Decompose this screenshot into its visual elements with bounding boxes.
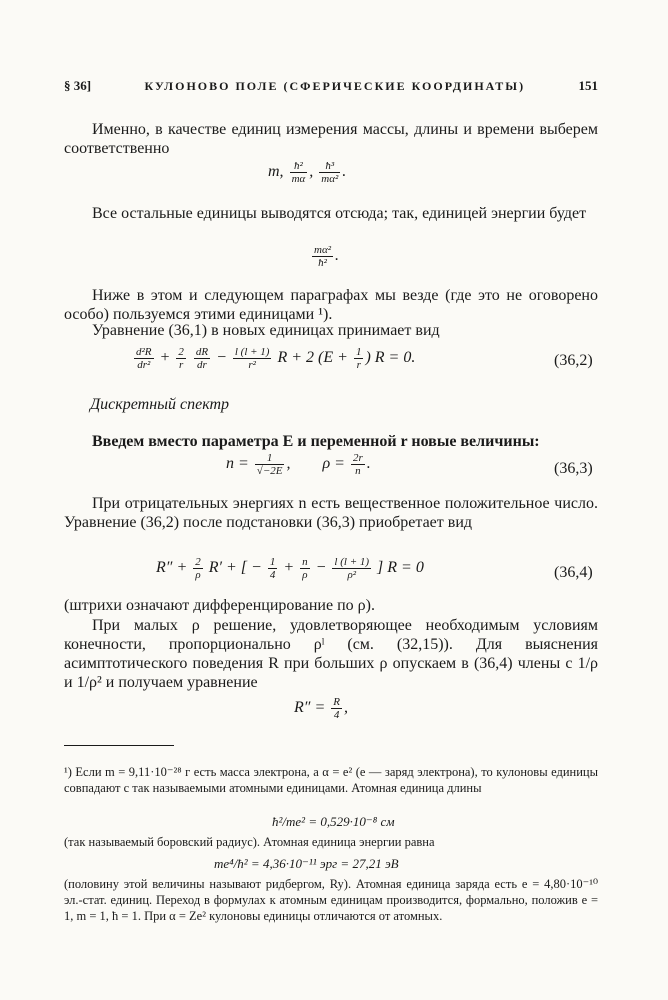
equation-36-4: R″ + $\frac{2}{\rho}$ R′ + [ − $\frac{1}{4}$ + $\frac{n}{\rho}$ − $\frac{l (l + 1)}{\text{ρ²}}$ ] R = 0 [156,556,424,581]
footnote-text-3: (половину этой величины называют ридбергом, Ry). Атомная единица заряда есть e = 4,80·10⁻¹⁰ эл.-стат. единиц. Переход в формулах к атомным единицам производится, формально, положив e = 1, m = 1, ħ = 1. При α = Ze² кулоновы единицы отличаются от атомных. [64,877,598,923]
paragraph-small-rho: При малых ρ решение, удовлетворяющее необходимым условиям конечности, пропорционально ρˡ (см. (32,15)). Для выяснения асимптотического поведения R при больших ρ опускаем в (36,4) члены с 1/ρ и 1/ρ² и получаем уравнение [64,617,598,691]
page-header [64,78,598,94]
paragraph-energy-unit: Все остальные единицы выводятся отсюда; так, единицей энергии будет [92,205,587,222]
paragraph-units-intro: Именно, в качестве единиц измерения массы, длины и времени выберем соответственно [64,121,598,157]
equation-asymptotic: R″ = $\frac{R}{4}$ , [294,696,348,721]
section-marker: § 36] [64,78,92,93]
section-title: Дискретный спектр [90,396,230,413]
equation-label-36-4: (36,4) [554,564,593,581]
equation-36-3: n = $\frac{1}{√-2E}$ , ρ = $\frac{2r}{n}$ . [226,452,371,477]
paragraph-new-variables: Введем вместо параметра E и переменной r новые величины: [92,433,540,450]
footnote-rule [64,745,174,746]
equation-label-36-2: (36,2) [554,352,593,369]
footnote-text-1: ¹) Если m = 9,11·10⁻²⁸ г есть масса электрона, а α = e² (e — заряд электрона), то кулоновы единицы совпадают с так называемыми атомными единицами. Атомная единица длины [64,765,598,795]
equation-36-2: $\frac{\text{d²R}}{\text{dr²}}$ + $\frac{2}{r}$ $\frac{dR}{dr}$ − $\frac{l (l + 1)}{\text{r²}}$ R + 2 (E + $\frac{1}{r}$ ) R = 0. [136,346,416,371]
equation-label-36-3: (36,3) [554,460,593,477]
paragraph-primes-note: (штрихи означают дифференцирование по ρ). [64,597,375,614]
footnote-equation-energy: me⁴/ħ² = 4,36·10⁻¹¹ эрг = 27,21 эВ [214,856,399,871]
equation-units: m, $\frac{\text{ħ²}}{m\alpha}$ , $\frac{\text{ħ³}}{\text{mα²}}$ . [268,160,347,185]
paragraph-units-note: Ниже в этом и следующем параграфах мы везде (где это не оговорено особо) пользуемся этими единицами ¹). [64,287,598,323]
page-number: 151 [578,78,598,93]
equation-energy-unit: $\frac{\text{mα²}}{\text{ħ²}}$ . [314,244,340,269]
footnote-text-2: (так называемый боровский радиус). Атомная единица энергии равна [64,835,435,849]
footnote-equation-bohr: ħ²/me² = 0,529·10⁻⁸ см [272,814,395,829]
paragraph-negative-energies: При отрицательных энергиях n есть вещественное положительное число. Уравнение (36,2) после подстановки (36,3) приобретает вид [64,495,598,531]
running-title: КУЛОНОВО ПОЛЕ (СФЕРИЧЕСКИЕ КООРДИНАТЫ) [144,79,526,93]
paragraph-equation-intro: Уравнение (36,1) в новых единицах принимает вид [92,322,440,339]
